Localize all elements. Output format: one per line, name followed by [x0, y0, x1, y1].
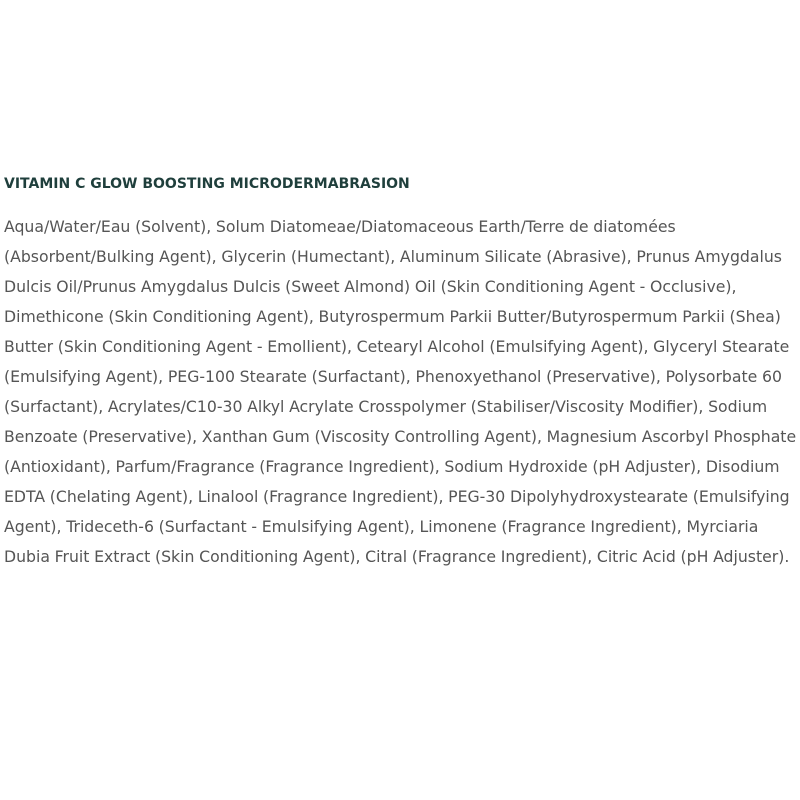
ingredients-list: Aqua/Water/Eau (Solvent), Solum Diatomeae/Diatomaceous Earth/Terre de diatomées (Absorbent/Bulking Agent), Glycerin (Humectant), Aluminum Silicate (Abrasive), Prunus Amygdalus Dulcis Oil/Prunus Amygdalus Dulcis (Sweet Almond) Oil (Skin Conditioning Agent - Occlusive), Dimethicone (Skin Conditioning Agent), Butyrospermum Parkii Butter/Butyrospermum Parkii (Shea) Butter (Skin Conditioning Agent - Emollient), Cetearyl Alcohol (Emulsifying Agent), Glyceryl Stearate (Emulsifying Agent), PEG-100 Stearate (Surfactant), Phenoxyethanol (Preservative), Polysorbate 60 (Surfactant), Acrylates/C10-30 Alkyl Acrylate Crosspolymer (Stabiliser/Viscosity Modifier), Sodium Benzoate (Preservative), Xanthan Gum (Viscosity Controlling Agent), Magnesium Ascorbyl Phosphate (Antioxidant), Parfum/Fragrance (Fragrance Ingredient), Sodium Hydroxide (pH Adjuster), Disodium EDTA (Chelating Agent), Linalool (Fragrance Ingredient), PEG-30 Dipolyhydroxystearate (Emulsifying Agent), Trideceth-6 (Surfactant - Emulsifying Agent), Limonene (Fragrance Ingredient), Myrciaria Dubia Fruit Extract (Skin Conditioning Agent), Citral (Fragrance Ingredient), Citric Acid (pH Adjuster). — [4, 217, 797, 566]
ingredients-block — [4, 174, 798, 572]
product-title: VITAMIN C GLOW BOOSTING MICRODERMABRASION — [4, 176, 410, 192]
